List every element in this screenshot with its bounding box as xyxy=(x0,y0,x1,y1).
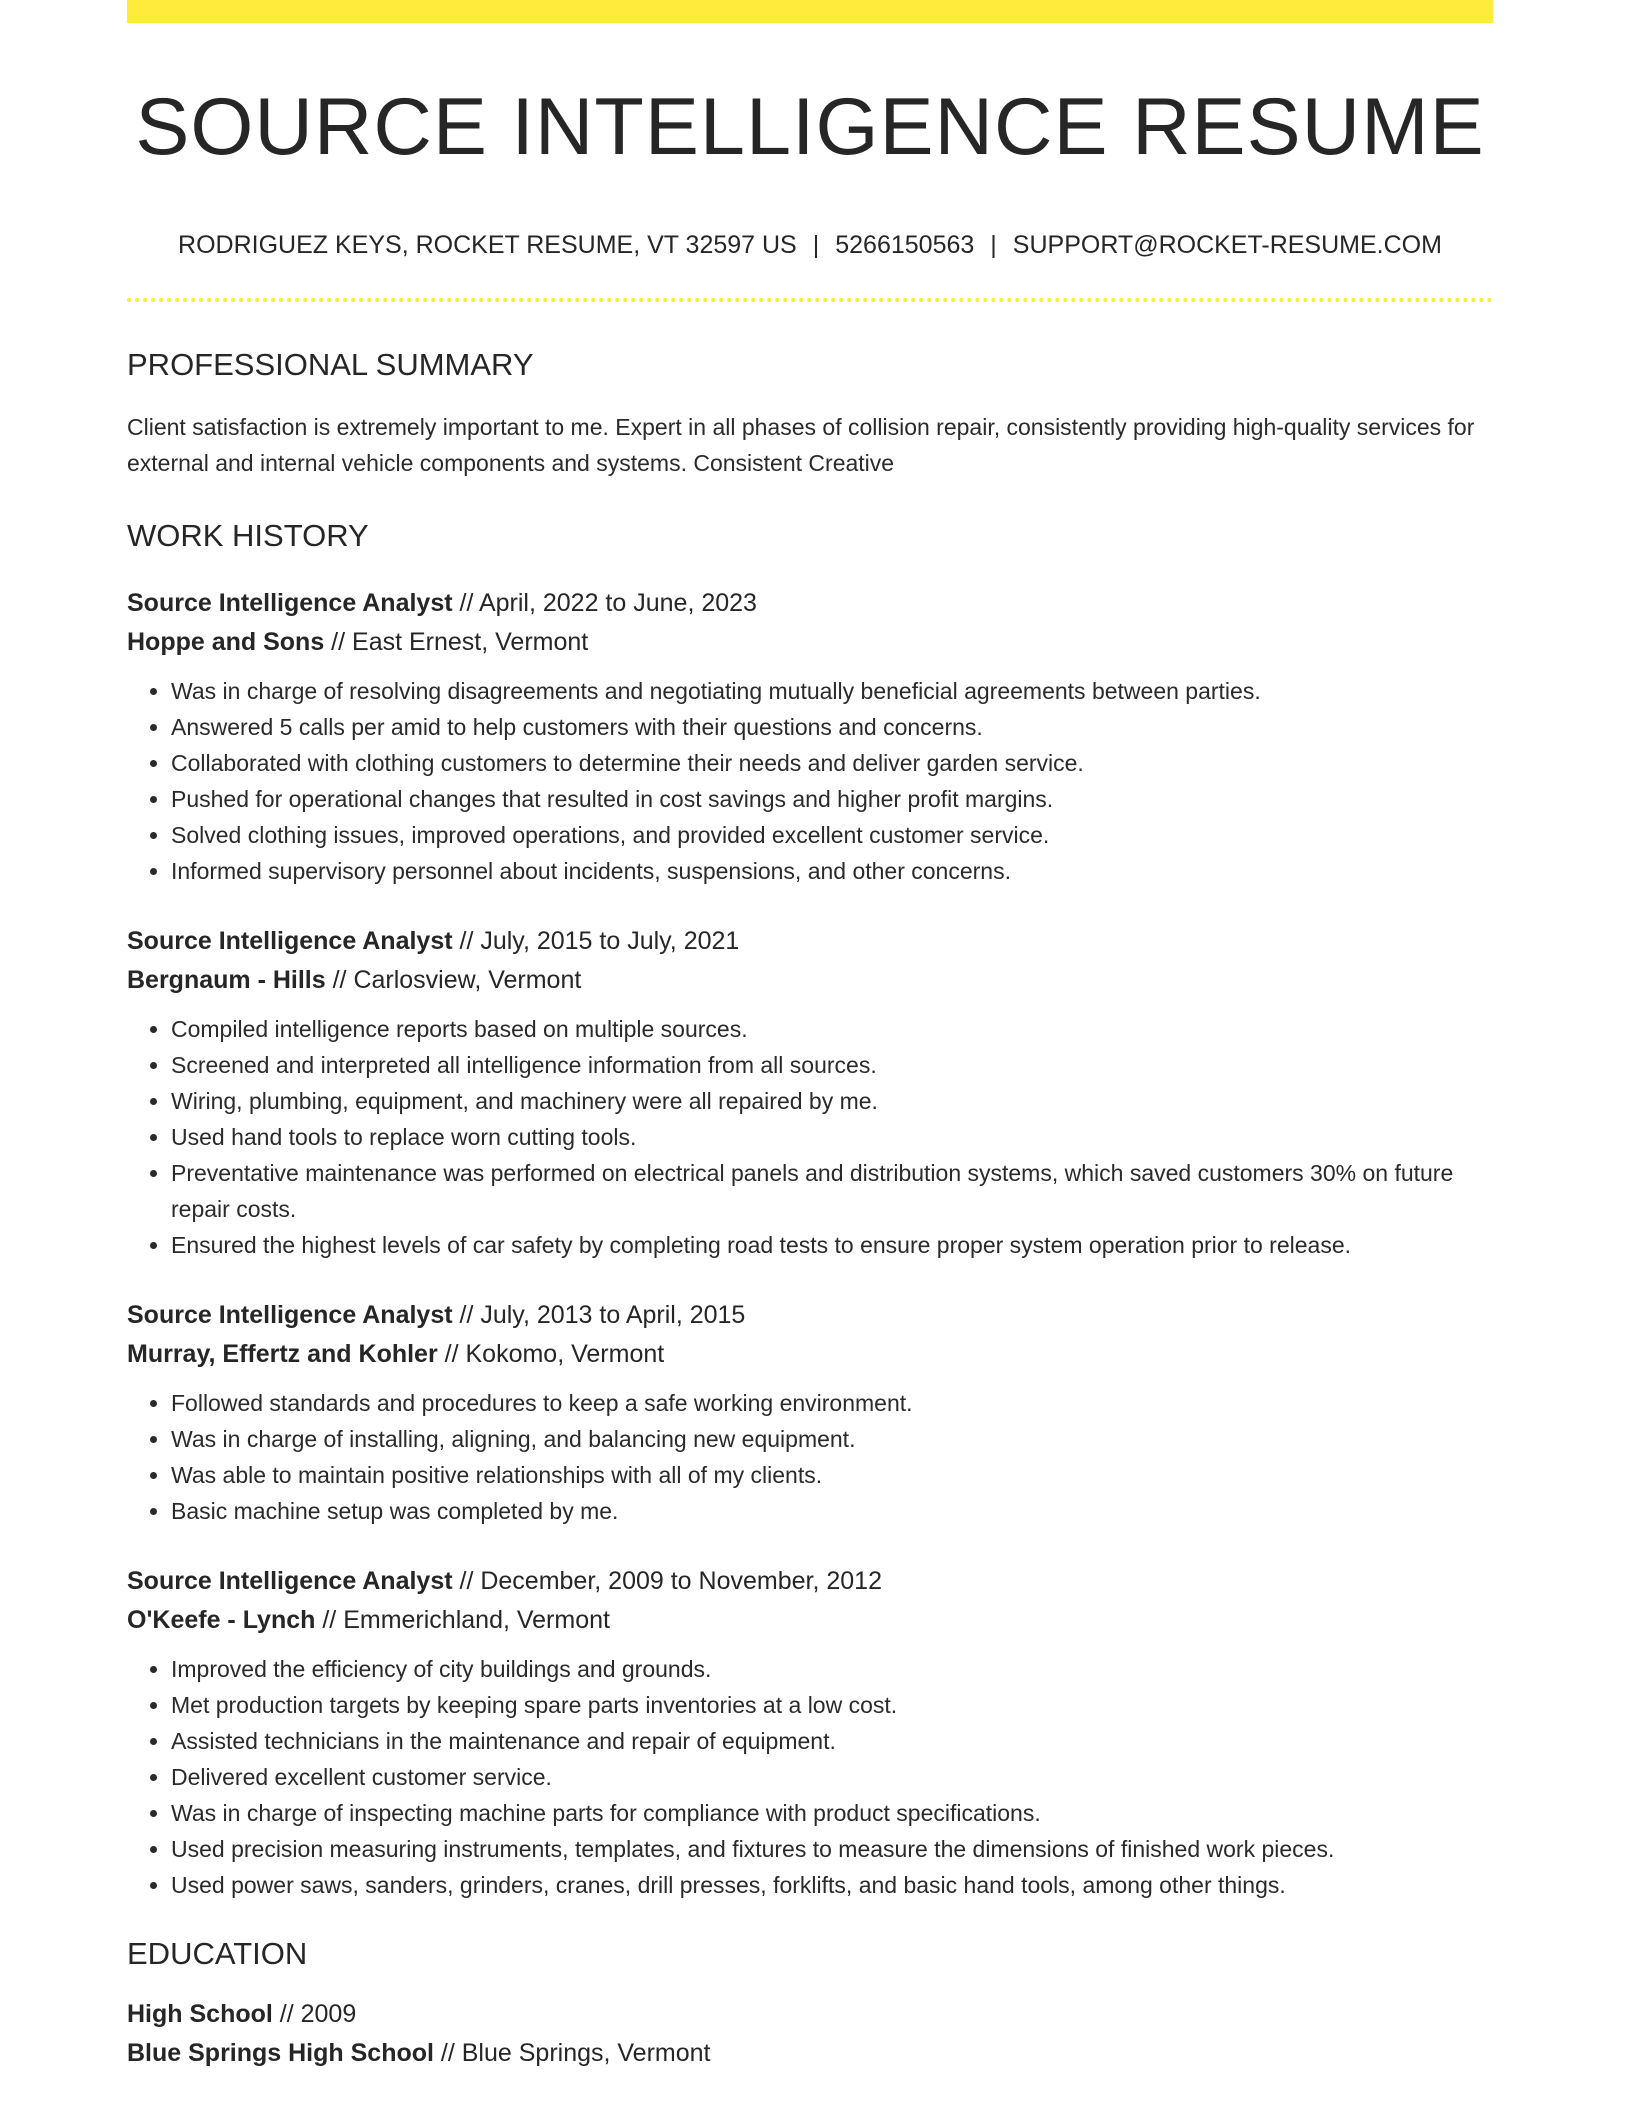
job-bullet: • Collaborated with clothing customers to determine their needs and deliver garden service. xyxy=(171,745,1493,781)
job-location: // Kokomo, Vermont xyxy=(437,1340,665,1369)
education-year: // 2009 xyxy=(272,1999,357,2028)
resume-title: SOURCE INTELLIGENCE RESUME xyxy=(135,82,1485,172)
contact-address: RODRIGUEZ KEYS, ROCKET RESUME, VT 32597 US xyxy=(178,231,797,260)
job-location: // Emmerichland, Vermont xyxy=(315,1606,610,1635)
job-company-line xyxy=(127,623,1493,662)
job-bullet: • Used hand tools to replace worn cutting tools. xyxy=(171,1119,1493,1155)
job-bullet: • Met production targets by keeping spare parts inventories at a low cost. xyxy=(171,1687,1493,1723)
resume-page xyxy=(127,0,1493,2073)
job-company: Hoppe and Sons xyxy=(127,628,325,657)
job-location: // Carlosview, Vermont xyxy=(325,966,582,995)
job-bullet: • Screened and interpreted all intelligence information from all sources. xyxy=(171,1047,1493,1083)
work-history-heading: WORK HISTORY xyxy=(127,518,369,554)
job-title: Source Intelligence Analyst xyxy=(127,927,453,956)
summary-text: Client satisfaction is extremely important to me. Expert in all phases of collision repair, consistently providing high-quality services for external and internal vehicle components and systems. Consistent Creative xyxy=(127,414,1475,477)
education-heading: EDUCATION xyxy=(127,1936,308,1972)
dotted-divider xyxy=(127,298,1493,302)
job-bullet: • Was in charge of inspecting machine parts for compliance with product specifications. xyxy=(171,1795,1493,1831)
job-bullet: • Answered 5 calls per amid to help customers with their questions and concerns. xyxy=(171,709,1493,745)
job-entry xyxy=(127,1562,1493,1903)
job-title: Source Intelligence Analyst xyxy=(127,1301,453,1330)
job-bullets xyxy=(127,1651,1493,1903)
job-company: O'Keefe - Lynch xyxy=(127,1606,316,1635)
job-bullet: • Used precision measuring instruments, templates, and fixtures to measure the dimensions of finished work pieces. xyxy=(171,1831,1493,1867)
contact-email[interactable]: SUPPORT@ROCKET-RESUME.COM xyxy=(1012,231,1442,260)
job-entry xyxy=(127,584,1493,889)
contact-line xyxy=(127,230,1493,260)
education-location: // Blue Springs, Vermont xyxy=(433,2038,711,2067)
job-dates: // December, 2009 to November, 2012 xyxy=(452,1567,882,1596)
job-bullet: • Was able to maintain positive relationships with all of my clients. xyxy=(171,1457,1493,1493)
job-bullets xyxy=(127,673,1493,889)
job-dates: // April, 2022 to June, 2023 xyxy=(452,589,757,618)
top-accent-bar xyxy=(127,0,1493,23)
education-school-line xyxy=(127,2034,1493,2073)
job-dates: // July, 2013 to April, 2015 xyxy=(452,1301,746,1330)
contact-phone[interactable]: 5266150563 xyxy=(835,231,975,260)
job-location: // East Ernest, Vermont xyxy=(324,628,589,657)
education-degree: High School xyxy=(127,1999,273,2028)
job-bullet: • Basic machine setup was completed by me. xyxy=(171,1493,1493,1529)
job-company-line xyxy=(127,1335,1493,1374)
job-company: Murray, Effertz and Kohler xyxy=(127,1340,438,1369)
contact-separator: | xyxy=(812,231,820,260)
job-dates: // July, 2015 to July, 2021 xyxy=(452,927,740,956)
contact-separator: | xyxy=(990,231,997,260)
job-bullet: • Pushed for operational changes that resulted in cost savings and higher profit margins. xyxy=(171,781,1493,817)
job-entry xyxy=(127,922,1493,1263)
job-bullet: • Followed standards and procedures to keep a safe working environment. xyxy=(171,1385,1493,1421)
job-title: Source Intelligence Analyst xyxy=(127,1567,453,1596)
job-title-line xyxy=(127,1562,1493,1601)
job-bullet: • Preventative maintenance was performed on electrical panels and distribution systems, which saved customers 30% on future repair costs. xyxy=(171,1155,1493,1227)
job-bullets xyxy=(127,1385,1493,1529)
job-company-line xyxy=(127,961,1493,1000)
job-title-line xyxy=(127,922,1493,961)
education-school: Blue Springs High School xyxy=(127,2038,434,2067)
job-bullet: • Compiled intelligence reports based on multiple sources. xyxy=(171,1011,1493,1047)
education-entry xyxy=(127,1995,1493,2073)
job-bullet: • Ensured the highest levels of car safety by completing road tests to ensure proper system operation prior to release. xyxy=(171,1227,1493,1263)
job-title-line xyxy=(127,584,1493,623)
job-bullet: • Was in charge of installing, aligning, and balancing new equipment. xyxy=(171,1421,1493,1457)
job-company-line xyxy=(127,1601,1493,1640)
job-bullet: • Informed supervisory personnel about incidents, suspensions, and other concerns. xyxy=(171,853,1493,889)
job-bullet: • Was in charge of resolving disagreements and negotiating mutually beneficial agreements between parties. xyxy=(171,673,1493,709)
job-title-line xyxy=(127,1296,1493,1335)
education-degree-line xyxy=(127,1995,1493,2034)
job-bullet: • Assisted technicians in the maintenance and repair of equipment. xyxy=(171,1723,1493,1759)
job-bullets xyxy=(127,1011,1493,1263)
summary-heading: PROFESSIONAL SUMMARY xyxy=(127,347,534,383)
job-company: Bergnaum - Hills xyxy=(127,966,326,995)
job-bullet: • Wiring, plumbing, equipment, and machinery were all repaired by me. xyxy=(171,1083,1493,1119)
job-bullet: • Solved clothing issues, improved operations, and provided excellent customer service. xyxy=(171,817,1493,853)
job-title: Source Intelligence Analyst xyxy=(127,589,453,618)
job-bullet: • Delivered excellent customer service. xyxy=(171,1759,1493,1795)
job-bullet: • Used power saws, sanders, grinders, cranes, drill presses, forklifts, and basic hand tools, among other things. xyxy=(171,1867,1493,1903)
job-entry xyxy=(127,1296,1493,1529)
job-bullet: • Improved the efficiency of city buildings and grounds. xyxy=(171,1651,1493,1687)
